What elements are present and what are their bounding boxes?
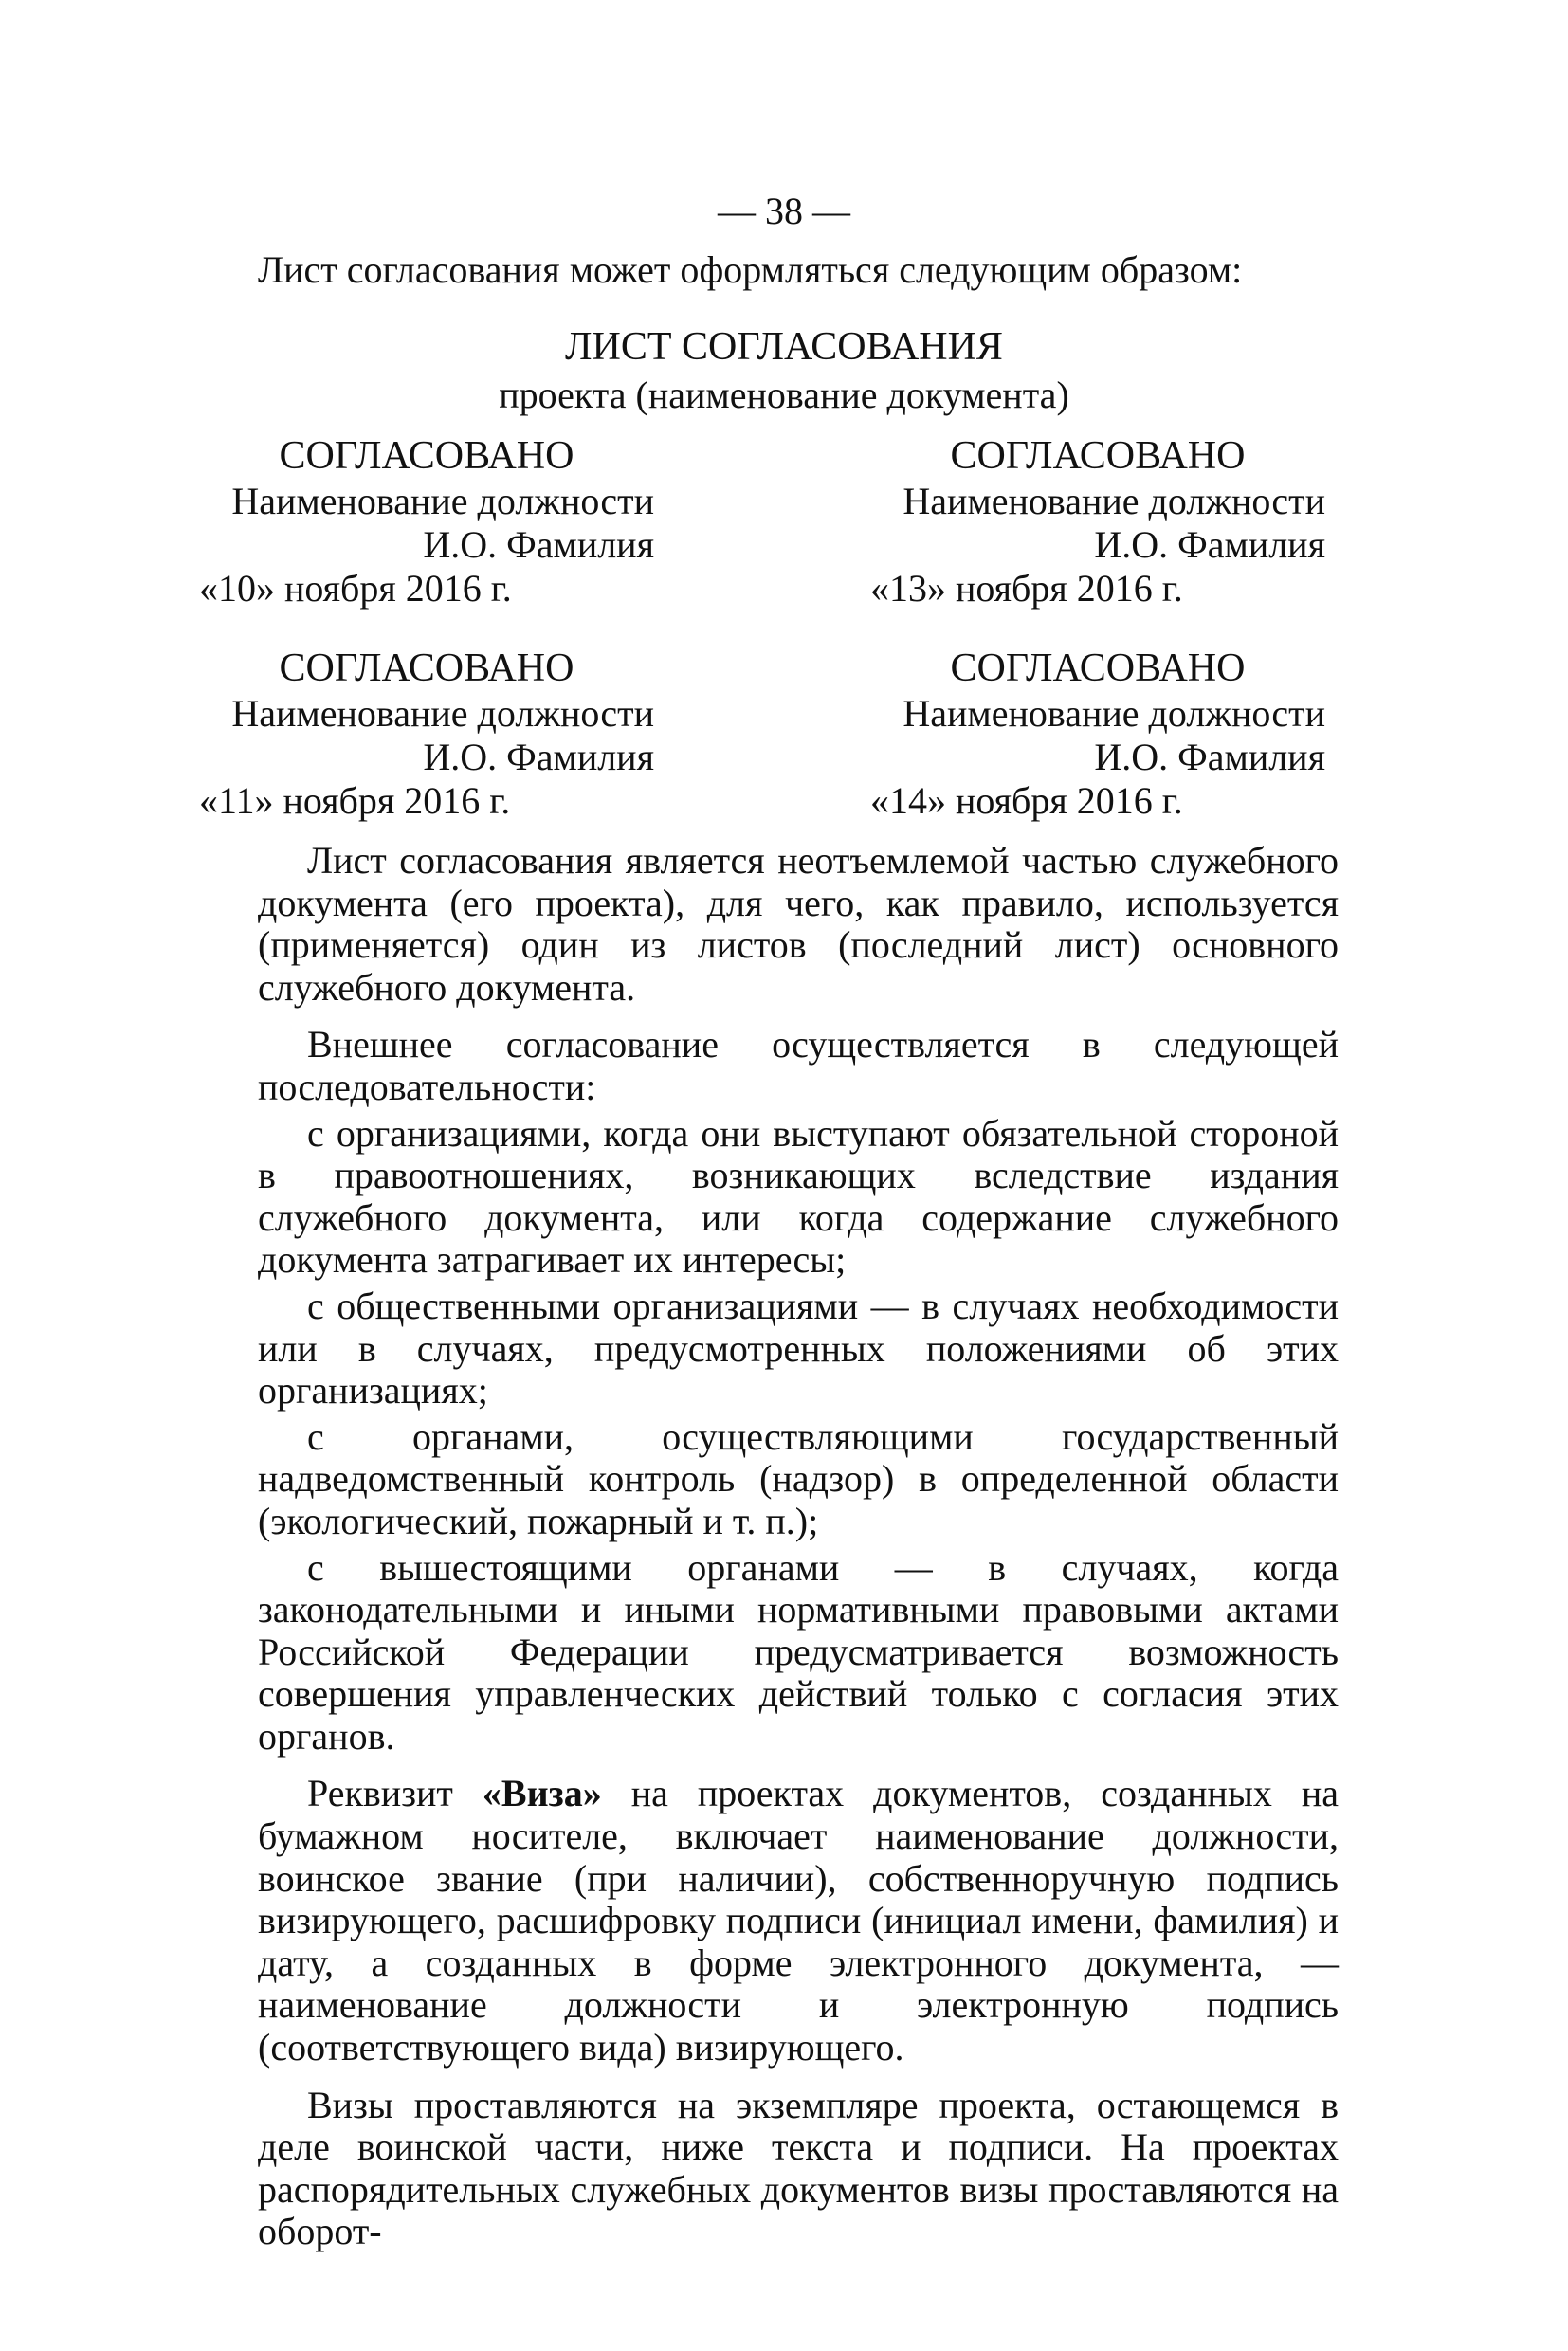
approval-date: «11» ноября 2016 г. [199, 779, 511, 822]
approval-heading: СОГЛАСОВАНО [279, 647, 574, 690]
paragraph [258, 1773, 1339, 2069]
approval-name: И.О. Фамилия [1094, 736, 1325, 778]
approval-heading: СОГЛАСОВАНО [950, 434, 1246, 478]
paragraph: с организациями, когда они выступают обязательной стороной в правоотношениях, возникающих вследствие издания служебного документа, или когда содержание служебного документа затрагивает их интересы; [258, 1111, 1339, 1282]
paragraph: Внешнее согласование осуществляется в следующей последовательности: [258, 1023, 1339, 1108]
approval-block [870, 432, 1325, 611]
approval-position: Наименование должности [231, 692, 654, 735]
body-text [258, 840, 1339, 2257]
approval-heading: СОГЛАСОВАНО [279, 434, 574, 478]
intro-line: Лист согласования может оформляться следующим образом: [258, 248, 1243, 291]
approval-sheet-title: ЛИСТ СОГЛАСОВАНИЯ [565, 325, 1003, 369]
approval-block [870, 645, 1325, 823]
paragraph-start: Реквизит [307, 1772, 483, 1815]
paragraph-rest: на проектах документов, созданных на бумажном носителе, включает наименование должности, воинское звание (при наличии), собственноручную подпись визирующего, расшифровку подписи (инициал имени, фамилия) и дату, а созданных в форме электронного документа, — наименование должности и электронную подпись (соответствующего вида) визирующего. [258, 1772, 1339, 2069]
page-number: — 38 — [718, 190, 850, 232]
approval-block [199, 645, 654, 823]
approval-position: Наименование должности [903, 480, 1325, 522]
paragraph: с органами, осуществляющими государственный надведомственный контроль (надзор) в определенной области (экологический, пожарный и т. п.); [258, 1414, 1339, 1542]
approval-date: «10» ноября 2016 г. [199, 567, 512, 610]
approval-date: «14» ноября 2016 г. [870, 779, 1183, 822]
approval-block [199, 432, 654, 611]
paragraph: Визы проставляются на экземпляре проекта, остающемся в деле воинской части, ниже текста и подписи. На проектах распорядительных служебных документов визы проставляются на оборот- [258, 2083, 1339, 2253]
approval-sheet-subtitle: проекта (наименование документа) [499, 374, 1069, 416]
approval-heading: СОГЛАСОВАНО [950, 647, 1246, 690]
paragraph: с вышестоящими органами — в случаях, когда законодательными и иными нормативными правовыми актами Российской Федерации предусматривается возможность совершения управленческих действий только с согласия этих органов. [258, 1545, 1339, 1758]
paragraph: Лист согласования является неотъемлемой частью служебного документа (его проекта), для чего, как правило, используется (применяется) один из листов (последний лист) основного служебного документа. [258, 839, 1339, 1009]
approval-name: И.О. Фамилия [423, 523, 654, 566]
approval-position: Наименование должности [903, 692, 1325, 735]
approval-position: Наименование должности [231, 480, 654, 522]
paragraph: с общественными организациями — в случаях необходимости или в случаях, предусмотренных положениями об этих организациях; [258, 1284, 1339, 1412]
approval-date: «13» ноября 2016 г. [870, 567, 1183, 610]
approval-name: И.О. Фамилия [423, 736, 654, 778]
requisite-term: «Виза» [482, 1772, 602, 1815]
approval-name: И.О. Фамилия [1094, 523, 1325, 566]
